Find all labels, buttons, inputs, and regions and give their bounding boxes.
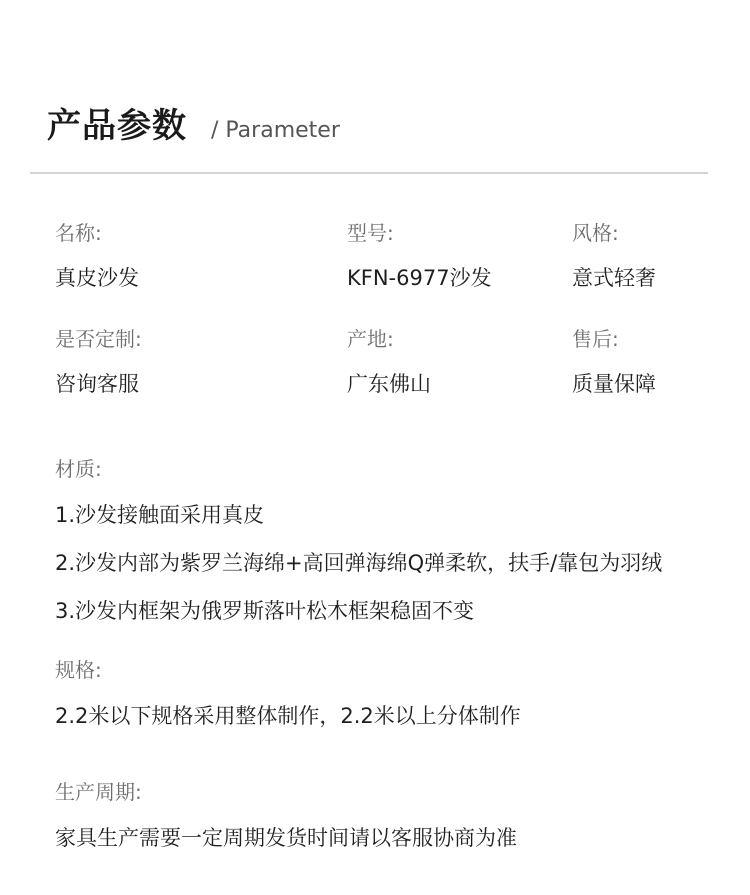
- spec-after-sale-label: 售后:: [572, 327, 619, 351]
- size-section: [55, 654, 521, 730]
- spec-name-label: 名称:: [55, 221, 102, 245]
- spec-origin: [347, 323, 431, 398]
- material-line: 3.沙发内框架为俄罗斯落叶松木框架稳固不变: [55, 599, 475, 623]
- spec-style: [572, 217, 656, 292]
- lead-time-section: [55, 776, 517, 852]
- material-section: [55, 453, 662, 625]
- spec-origin-value: 广东佛山: [347, 372, 431, 396]
- spec-custom-value: 咨询客服: [55, 372, 139, 396]
- header-divider: [30, 172, 708, 174]
- size-label: 规格:: [55, 658, 102, 682]
- spec-after-sale-value: 质量保障: [572, 372, 656, 396]
- spec-custom: [55, 323, 142, 398]
- section-header: [47, 98, 340, 147]
- material-line: 2.沙发内部为紫罗兰海绵+高回弹海绵Q弹柔软，扶手/靠包为羽绒: [55, 551, 663, 575]
- spec-style-label: 风格:: [572, 221, 619, 245]
- material-line: 1.沙发接触面采用真皮: [55, 503, 265, 527]
- spec-origin-label: 产地:: [347, 327, 394, 351]
- spec-custom-label: 是否定制:: [55, 327, 142, 351]
- spec-name-value: 真皮沙发: [55, 266, 139, 290]
- page-title: 产品参数: [47, 106, 187, 146]
- spec-model-value: KFN-6977沙发: [347, 266, 492, 290]
- page-subtitle: / Parameter: [211, 118, 340, 143]
- size-value: 2.2米以下规格采用整体制作，2.2米以上分体制作: [55, 704, 521, 728]
- spec-style-value: 意式轻奢: [572, 266, 656, 290]
- spec-model: [347, 217, 492, 292]
- spec-model-label: 型号:: [347, 221, 394, 245]
- lead-time-value: 家具生产需要一定周期发货时间请以客服协商为准: [55, 826, 517, 850]
- spec-after-sale: [572, 323, 656, 398]
- lead-time-label: 生产周期:: [55, 780, 142, 804]
- material-label: 材质:: [55, 457, 102, 481]
- spec-name: [55, 217, 139, 292]
